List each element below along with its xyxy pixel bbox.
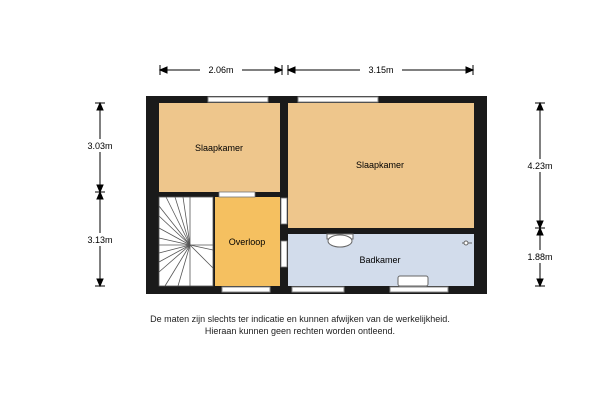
room-label-bedroom-small: Slaapkamer	[194, 143, 244, 153]
window-bottom-right	[390, 287, 448, 292]
window-top-right	[298, 97, 378, 102]
toilet-bowl-icon	[328, 235, 352, 247]
room-label-bathroom: Badkamer	[359, 255, 401, 265]
dim-right-lower: 1.88m	[527, 252, 553, 262]
sink-icon	[398, 276, 428, 286]
room-label-bedroom-large: Slaapkamer	[355, 160, 405, 170]
disclaimer-line-2: Hieraan kunnen geen rechten worden ontleend.	[204, 326, 396, 336]
door-bedroom-small	[219, 192, 255, 197]
window-bottom-left	[222, 287, 270, 292]
window-top-left	[208, 97, 268, 102]
window-bottom-mid	[292, 287, 344, 292]
door-bathroom	[281, 241, 287, 267]
dim-left-lower: 3.13m	[87, 235, 113, 245]
disclaimer-line-1: De maten zijn slechts ter indicatie en kunnen afwijken van de werkelijkheid.	[150, 314, 450, 324]
dim-left-upper: 3.03m	[87, 141, 113, 151]
room-label-landing: Overloop	[228, 237, 266, 247]
dim-right-upper: 4.23m	[527, 161, 553, 171]
door-bedroom-large	[281, 198, 287, 224]
dim-top-left: 2.06m	[208, 65, 234, 75]
dim-top-right: 3.15m	[368, 65, 394, 75]
